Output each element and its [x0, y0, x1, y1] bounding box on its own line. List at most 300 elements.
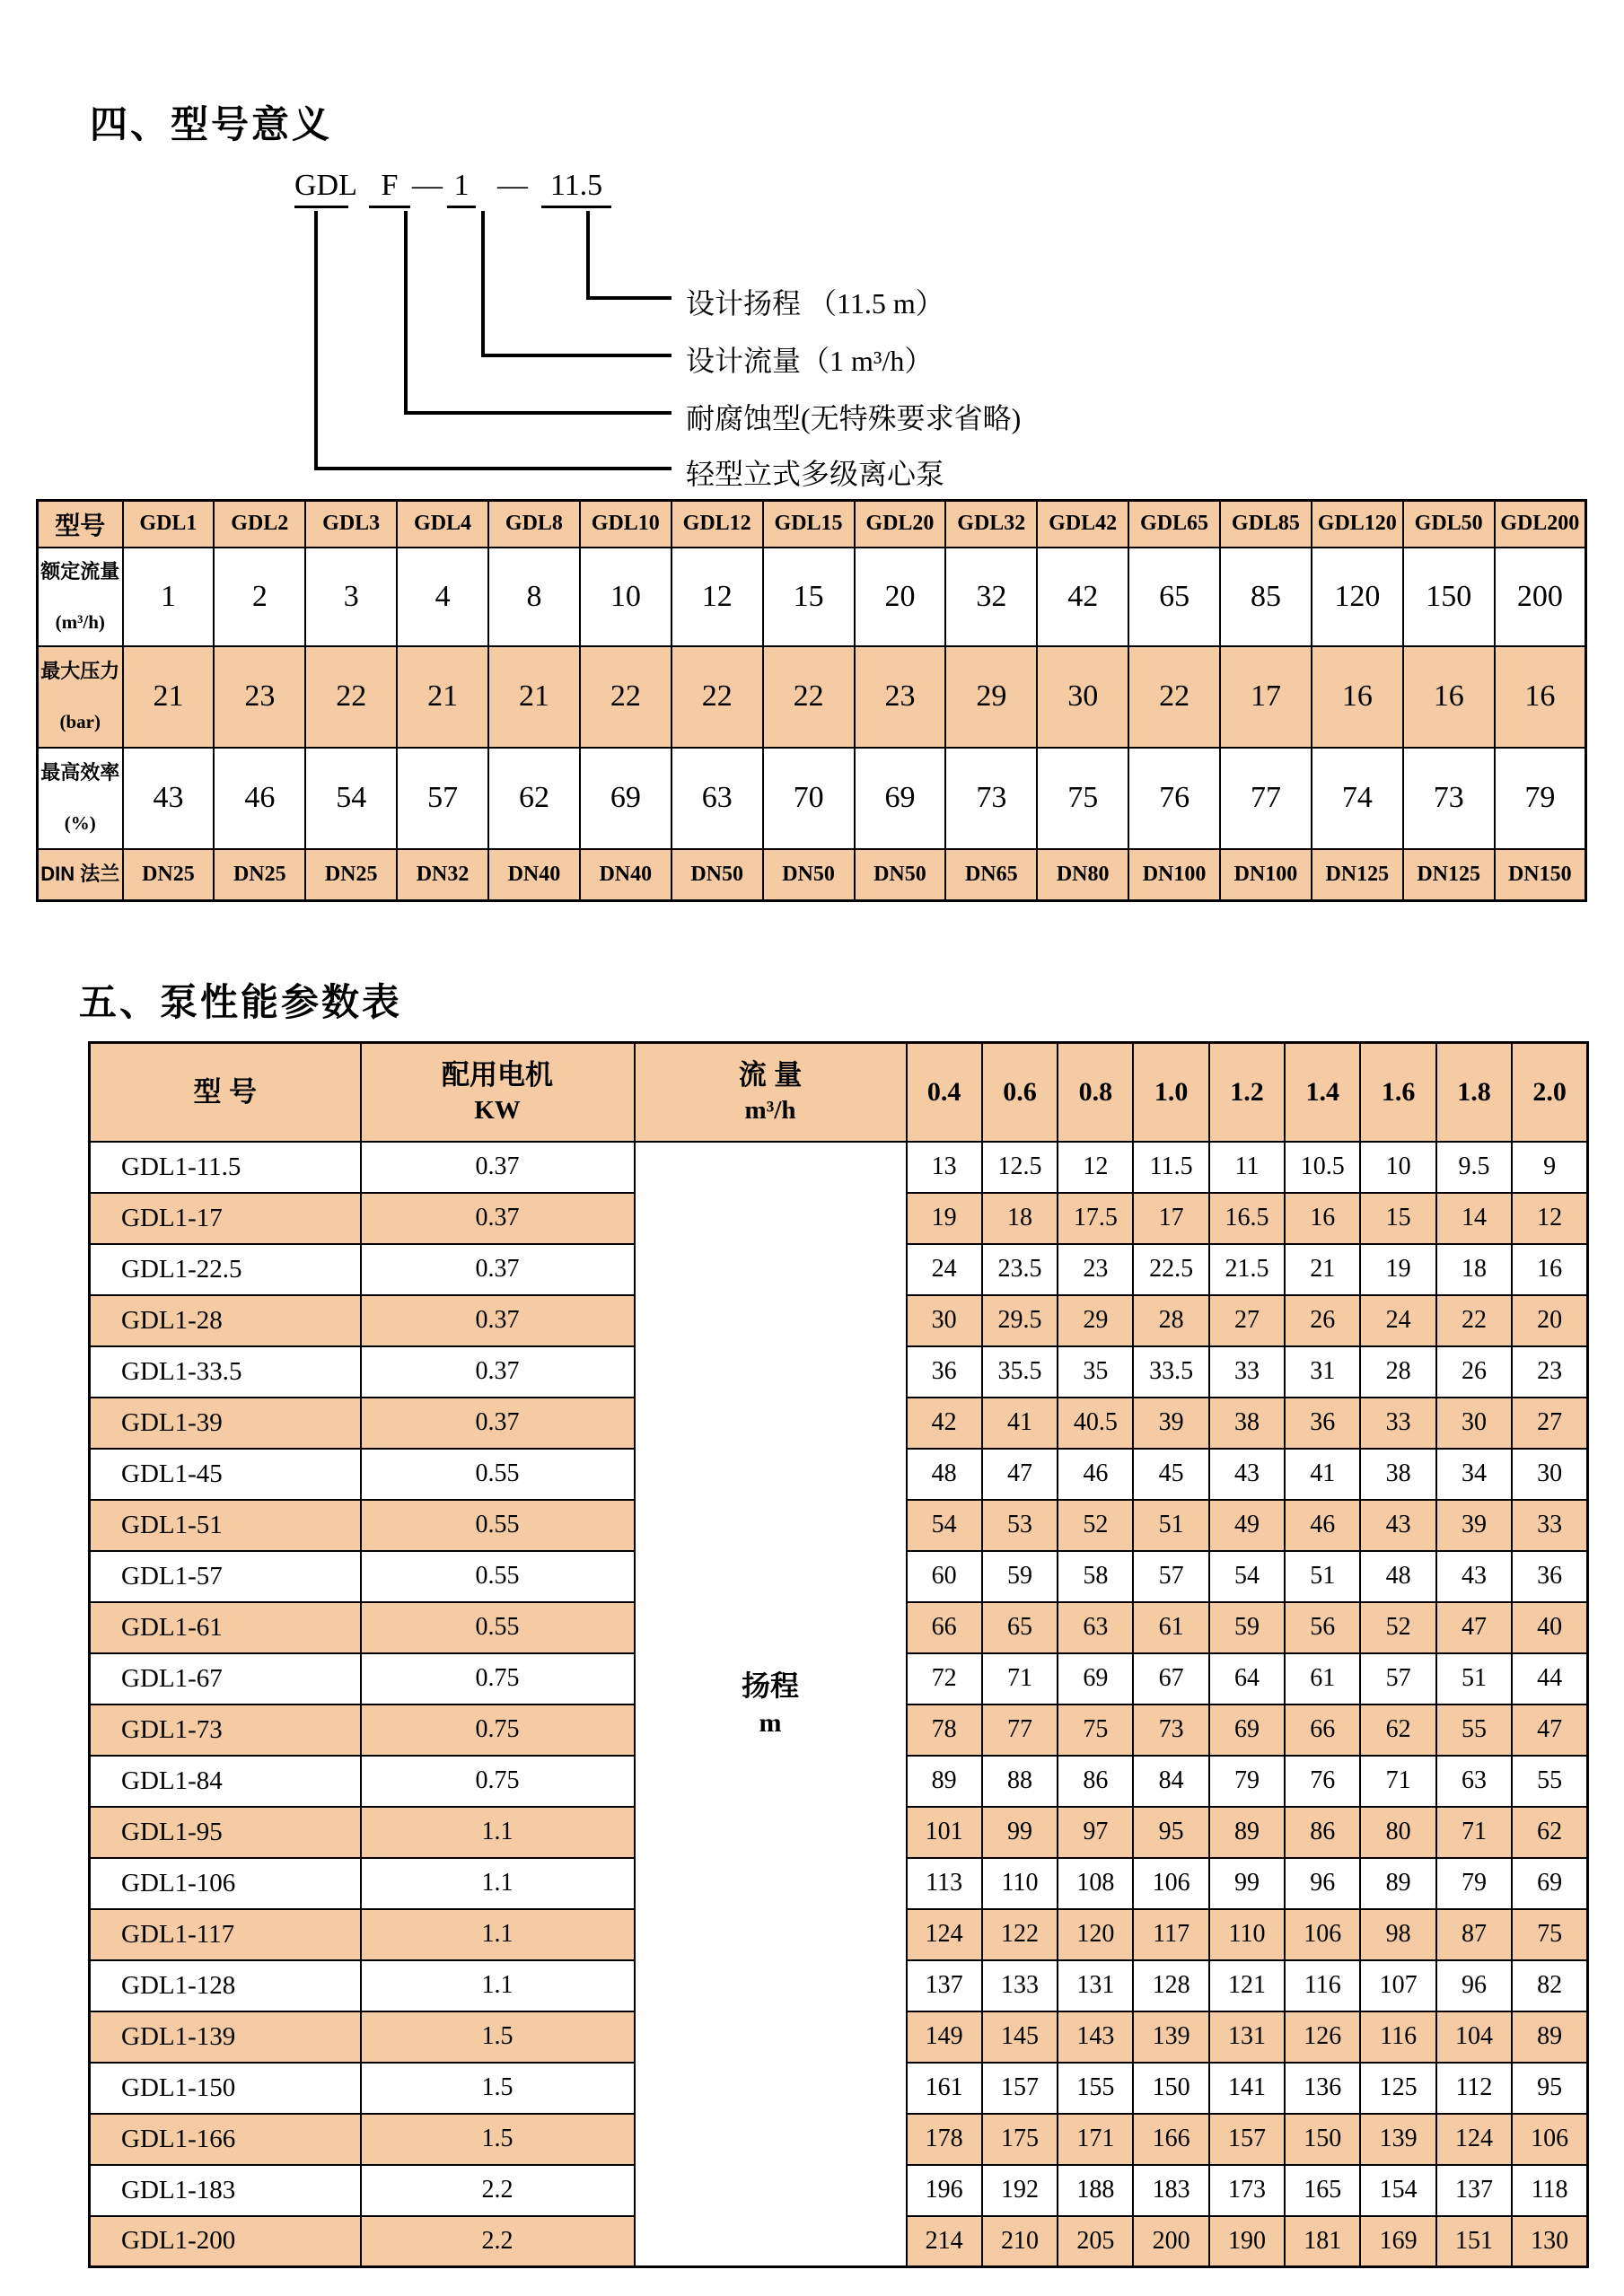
performance-table-row — [90, 1142, 1588, 1193]
perf-cell-value: 190 — [1209, 2216, 1285, 2267]
perf-cell-value: 75 — [1058, 1704, 1133, 1756]
perf-cell-value: 97 — [1058, 1807, 1133, 1858]
perf-cell-value: 113 — [907, 1858, 982, 1909]
spec-table-cell: DN65 — [945, 849, 1037, 901]
perf-cell-value: 28 — [1360, 1346, 1435, 1398]
spec-table-cell: 75 — [1037, 748, 1128, 849]
perf-cell-value: 171 — [1058, 2114, 1133, 2165]
perf-header-flow-value: 0.8 — [1058, 1043, 1133, 1142]
perf-cell-model: GDL1-17 — [90, 1193, 361, 1244]
spec-table-model-header: GDL12 — [672, 501, 763, 548]
perf-cell-value: 46 — [1058, 1449, 1133, 1500]
perf-cell-value: 55 — [1512, 1756, 1587, 1807]
perf-cell-value: 67 — [1133, 1653, 1208, 1704]
perf-cell-value: 33 — [1209, 1346, 1285, 1398]
spec-table-corner-label: 型号 — [38, 501, 123, 548]
spec-table-model-header: GDL15 — [763, 501, 855, 548]
perf-cell-value: 151 — [1436, 2216, 1512, 2267]
perf-cell-value: 38 — [1360, 1449, 1435, 1500]
spec-table-cell: 69 — [855, 748, 946, 849]
perf-cell-value: 11.5 — [1133, 1142, 1208, 1193]
perf-cell-value: 84 — [1133, 1756, 1208, 1807]
perf-cell-value: 51 — [1436, 1653, 1512, 1704]
perf-cell-value: 55 — [1436, 1704, 1512, 1756]
spec-table-cell: 22 — [1128, 646, 1220, 748]
perf-cell-kw: 0.37 — [361, 1193, 635, 1244]
perf-cell-value: 78 — [907, 1704, 982, 1756]
perf-cell-model: GDL1-11.5 — [90, 1142, 361, 1193]
perf-cell-value: 131 — [1209, 2011, 1285, 2063]
perf-cell-value: 20 — [1512, 1295, 1587, 1346]
spec-table-row-rated-flow — [38, 548, 1586, 646]
perf-cell-kw: 0.55 — [361, 1500, 635, 1551]
perf-cell-value: 16.5 — [1209, 1193, 1285, 1244]
perf-cell-kw: 0.55 — [361, 1602, 635, 1653]
perf-cell-value: 35 — [1058, 1346, 1133, 1398]
perf-cell-value: 87 — [1436, 1909, 1512, 1960]
spec-table-cell: 21 — [488, 646, 580, 748]
perf-cell-value: 22.5 — [1133, 1244, 1208, 1295]
perf-cell-model: GDL1-57 — [90, 1551, 361, 1602]
spec-table-model-header: GDL32 — [945, 501, 1037, 548]
perf-cell-value: 19 — [1360, 1244, 1435, 1295]
perf-cell-model: GDL1-117 — [90, 1909, 361, 1960]
perf-cell-kw: 0.75 — [361, 1653, 635, 1704]
perf-cell-value: 96 — [1285, 1858, 1360, 1909]
perf-cell-value: 104 — [1436, 2011, 1512, 2063]
spec-table-cell: 23 — [855, 646, 946, 748]
perf-cell-value: 118 — [1512, 2165, 1587, 2216]
perf-cell-value: 47 — [1512, 1704, 1587, 1756]
perf-cell-value: 69 — [1512, 1858, 1587, 1909]
perf-cell-value: 27 — [1209, 1295, 1285, 1346]
perf-cell-kw: 0.37 — [361, 1142, 635, 1193]
perf-cell-value: 61 — [1285, 1653, 1360, 1704]
perf-cell-value: 45 — [1133, 1449, 1208, 1500]
spec-table-cell: 42 — [1037, 548, 1128, 646]
perf-cell-model: GDL1-45 — [90, 1449, 361, 1500]
perf-cell-value: 139 — [1360, 2114, 1435, 2165]
perf-cell-value: 35.5 — [982, 1346, 1058, 1398]
perf-cell-value: 181 — [1285, 2216, 1360, 2267]
perf-cell-value: 161 — [907, 2063, 982, 2114]
spec-table-cell: 15 — [763, 548, 855, 646]
perf-header-flow-value: 1.0 — [1133, 1043, 1208, 1142]
spec-table-model-header: GDL120 — [1312, 501, 1403, 548]
perf-cell-kw: 2.2 — [361, 2165, 635, 2216]
perf-cell-value: 210 — [982, 2216, 1058, 2267]
perf-cell-value: 10 — [1360, 1142, 1435, 1193]
diagram-label-design-head: 设计扬程 （11.5 m） — [686, 287, 944, 320]
perf-cell-model: GDL1-39 — [90, 1398, 361, 1449]
perf-cell-value: 17.5 — [1058, 1193, 1133, 1244]
perf-cell-kw: 1.5 — [361, 2063, 635, 2114]
perf-cell-value: 16 — [1285, 1193, 1360, 1244]
perf-cell-value: 69 — [1058, 1653, 1133, 1704]
spec-table-cell: 23 — [214, 646, 305, 748]
perf-header-flow-value: 0.4 — [907, 1043, 982, 1142]
perf-cell-value: 117 — [1133, 1909, 1208, 1960]
perf-cell-model: GDL1-67 — [90, 1653, 361, 1704]
perf-cell-value: 31 — [1285, 1346, 1360, 1398]
perf-cell-value: 12.5 — [982, 1142, 1058, 1193]
performance-table-body — [90, 1142, 1588, 2267]
spec-table-row-max-efficiency — [38, 748, 1586, 849]
perf-cell-value: 72 — [907, 1653, 982, 1704]
perf-cell-value: 143 — [1058, 2011, 1133, 2063]
perf-cell-value: 98 — [1360, 1909, 1435, 1960]
perf-cell-value: 44 — [1512, 1653, 1587, 1704]
perf-cell-value: 29.5 — [982, 1295, 1058, 1346]
perf-cell-value: 9.5 — [1436, 1142, 1512, 1193]
spec-table-cell: 73 — [1403, 748, 1495, 849]
perf-cell-value: 95 — [1133, 1807, 1208, 1858]
perf-cell-value: 63 — [1436, 1756, 1512, 1807]
perf-cell-value: 19 — [907, 1193, 982, 1244]
spec-table-cell: DN50 — [672, 849, 763, 901]
perf-cell-value: 116 — [1360, 2011, 1435, 2063]
spec-table-cell: DN125 — [1403, 849, 1495, 901]
perf-cell-value: 112 — [1436, 2063, 1512, 2114]
perf-cell-value: 106 — [1133, 1858, 1208, 1909]
perf-cell-value: 89 — [1209, 1807, 1285, 1858]
perf-cell-model: GDL1-106 — [90, 1858, 361, 1909]
spec-table-cell: DN25 — [214, 849, 305, 901]
perf-cell-value: 125 — [1360, 2063, 1435, 2114]
spec-table-row-label — [38, 849, 123, 901]
perf-header-model: 型 号 — [90, 1043, 361, 1142]
perf-cell-value: 66 — [907, 1602, 982, 1653]
spec-table-row-label — [38, 748, 123, 849]
perf-cell-value: 110 — [982, 1858, 1058, 1909]
perf-cell-value: 38 — [1209, 1398, 1285, 1449]
perf-cell-kw: 0.55 — [361, 1449, 635, 1500]
perf-cell-model: GDL1-150 — [90, 2063, 361, 2114]
perf-cell-value: 10.5 — [1285, 1142, 1360, 1193]
spec-table-model-header: GDL65 — [1128, 501, 1220, 548]
perf-cell-value: 9 — [1512, 1142, 1587, 1193]
perf-cell-value: 22 — [1436, 1295, 1512, 1346]
perf-cell-value: 41 — [982, 1398, 1058, 1449]
perf-cell-kw: 0.55 — [361, 1551, 635, 1602]
perf-cell-value: 106 — [1285, 1909, 1360, 1960]
spec-table-cell: DN25 — [123, 849, 215, 901]
spec-table — [36, 499, 1587, 902]
perf-cell-value: 124 — [907, 1909, 982, 1960]
perf-cell-value: 116 — [1285, 1960, 1360, 2011]
perf-cell-value: 57 — [1360, 1653, 1435, 1704]
perf-header-flow-label: 流 量 — [738, 1058, 803, 1091]
row-label-unit: (m³/h) — [55, 610, 105, 633]
perf-cell-model: GDL1-183 — [90, 2165, 361, 2216]
perf-cell-value: 99 — [982, 1807, 1058, 1858]
performance-table-header-row — [90, 1043, 1588, 1142]
perf-cell-value: 61 — [1133, 1602, 1208, 1653]
perf-cell-kw: 2.2 — [361, 2216, 635, 2267]
perf-cell-value: 63 — [1058, 1602, 1133, 1653]
row-label-text: DIN 法兰 — [40, 863, 120, 886]
perf-header-flow-unit: m³/h — [744, 1095, 796, 1125]
perf-cell-value: 59 — [982, 1551, 1058, 1602]
perf-cell-value: 48 — [907, 1449, 982, 1500]
perf-cell-value: 47 — [982, 1449, 1058, 1500]
perf-cell-value: 71 — [982, 1653, 1058, 1704]
spec-table-header-row — [38, 501, 1586, 548]
spec-table-cell: DN32 — [397, 849, 488, 901]
perf-cell-value: 62 — [1512, 1807, 1587, 1858]
perf-cell-model: GDL1-200 — [90, 2216, 361, 2267]
perf-cell-value: 33 — [1360, 1398, 1435, 1449]
model-token-flow: 1 — [447, 169, 476, 208]
perf-cell-value: 120 — [1058, 1909, 1133, 1960]
perf-merged-head-column — [635, 1142, 907, 2267]
spec-table-cell: 30 — [1037, 646, 1128, 748]
spec-table-model-header: GDL85 — [1220, 501, 1312, 548]
perf-cell-value: 200 — [1133, 2216, 1208, 2267]
perf-cell-value: 141 — [1209, 2063, 1285, 2114]
perf-cell-model: GDL1-73 — [90, 1704, 361, 1756]
spec-table-row-din-flange — [38, 849, 1586, 901]
perf-cell-value: 121 — [1209, 1960, 1285, 2011]
perf-cell-value: 192 — [982, 2165, 1058, 2216]
perf-cell-value: 126 — [1285, 2011, 1360, 2063]
perf-cell-value: 88 — [982, 1756, 1058, 1807]
perf-cell-value: 36 — [907, 1346, 982, 1398]
perf-cell-value: 34 — [1436, 1449, 1512, 1500]
performance-table — [88, 1041, 1589, 2268]
perf-cell-model: GDL1-128 — [90, 1960, 361, 2011]
diagram-label-corrosion-type: 耐腐蚀型(无特殊要求省略) — [686, 402, 1022, 434]
perf-cell-value: 18 — [1436, 1244, 1512, 1295]
perf-cell-value: 24 — [907, 1244, 982, 1295]
spec-table-model-header: GDL4 — [397, 501, 488, 548]
spec-table-cell: DN80 — [1037, 849, 1128, 901]
perf-cell-value: 89 — [1360, 1858, 1435, 1909]
section-5-title: 五、泵性能参数表 — [79, 981, 403, 1023]
spec-table-model-header: GDL200 — [1495, 501, 1586, 548]
perf-cell-value: 166 — [1133, 2114, 1208, 2165]
perf-cell-value: 27 — [1512, 1398, 1587, 1449]
perf-header-flow-value: 1.8 — [1436, 1043, 1512, 1142]
perf-cell-value: 49 — [1209, 1500, 1285, 1551]
row-label-text: 最高效率 — [40, 761, 120, 784]
spec-table-model-header: GDL42 — [1037, 501, 1128, 548]
perf-cell-value: 13 — [907, 1142, 982, 1193]
perf-cell-value: 128 — [1133, 1960, 1208, 2011]
spec-table-cell: 8 — [488, 548, 580, 646]
perf-cell-value: 40 — [1512, 1602, 1587, 1653]
perf-cell-model: GDL1-61 — [90, 1602, 361, 1653]
perf-cell-value: 47 — [1436, 1602, 1512, 1653]
perf-cell-value: 183 — [1133, 2165, 1208, 2216]
perf-cell-value: 108 — [1058, 1858, 1133, 1909]
perf-cell-value: 53 — [982, 1500, 1058, 1551]
perf-cell-value: 169 — [1360, 2216, 1435, 2267]
perf-header-motor-label: 配用电机 — [442, 1058, 553, 1091]
perf-cell-value: 48 — [1360, 1551, 1435, 1602]
perf-cell-value: 58 — [1058, 1551, 1133, 1602]
spec-table-cell: 150 — [1403, 548, 1495, 646]
spec-table-cell: DN40 — [488, 849, 580, 901]
perf-cell-value: 57 — [1133, 1551, 1208, 1602]
perf-cell-value: 86 — [1285, 1807, 1360, 1858]
perf-cell-value: 64 — [1209, 1653, 1285, 1704]
perf-cell-value: 154 — [1360, 2165, 1435, 2216]
spec-table-cell: 16 — [1312, 646, 1403, 748]
perf-cell-value: 71 — [1436, 1807, 1512, 1858]
perf-cell-kw: 0.75 — [361, 1704, 635, 1756]
perf-cell-value: 89 — [1512, 2011, 1587, 2063]
perf-cell-value: 124 — [1436, 2114, 1512, 2165]
perf-cell-value: 137 — [907, 1960, 982, 2011]
perf-cell-value: 136 — [1285, 2063, 1360, 2114]
perf-cell-model: GDL1-22.5 — [90, 1244, 361, 1295]
perf-cell-kw: 1.1 — [361, 1909, 635, 1960]
spec-table-model-header: GDL20 — [855, 501, 946, 548]
perf-cell-value: 51 — [1133, 1500, 1208, 1551]
perf-cell-value: 157 — [982, 2063, 1058, 2114]
perf-header-flow-value: 1.4 — [1285, 1043, 1360, 1142]
perf-cell-value: 77 — [982, 1704, 1058, 1756]
spec-table-model-header: GDL2 — [214, 501, 305, 548]
spec-table-cell: 4 — [397, 548, 488, 646]
perf-cell-value: 175 — [982, 2114, 1058, 2165]
spec-table-cell: 1 — [123, 548, 215, 646]
spec-table-cell: 17 — [1220, 646, 1312, 748]
perf-cell-value: 28 — [1133, 1295, 1208, 1346]
perf-cell-value: 21 — [1285, 1244, 1360, 1295]
perf-cell-value: 14 — [1436, 1193, 1512, 1244]
spec-table-row-max-pressure — [38, 646, 1586, 748]
perf-cell-value: 30 — [907, 1295, 982, 1346]
spec-table-model-header: GDL8 — [488, 501, 580, 548]
perf-cell-value: 73 — [1133, 1704, 1208, 1756]
perf-cell-value: 21.5 — [1209, 1244, 1285, 1295]
perf-cell-value: 43 — [1209, 1449, 1285, 1500]
perf-cell-kw: 0.37 — [361, 1244, 635, 1295]
perf-cell-value: 101 — [907, 1807, 982, 1858]
spec-table-cell: 10 — [580, 548, 672, 646]
spec-table-model-header: GDL10 — [580, 501, 672, 548]
perf-cell-value: 82 — [1512, 1960, 1587, 2011]
perf-cell-value: 122 — [982, 1909, 1058, 1960]
perf-cell-value: 23 — [1512, 1346, 1587, 1398]
perf-cell-value: 107 — [1360, 1960, 1435, 2011]
perf-cell-value: 150 — [1285, 2114, 1360, 2165]
spec-table-model-header: GDL3 — [305, 501, 397, 548]
perf-cell-value: 150 — [1133, 2063, 1208, 2114]
perf-cell-value: 12 — [1512, 1193, 1587, 1244]
perf-cell-value: 56 — [1285, 1602, 1360, 1653]
spec-table-cell: 2 — [214, 548, 305, 646]
spec-table-model-header: GDL50 — [1403, 501, 1495, 548]
perf-cell-kw: 1.1 — [361, 1807, 635, 1858]
perf-cell-kw: 0.37 — [361, 1295, 635, 1346]
perf-cell-value: 18 — [982, 1193, 1058, 1244]
perf-cell-value: 43 — [1436, 1551, 1512, 1602]
perf-header-flow-value: 0.6 — [982, 1043, 1058, 1142]
spec-table-cell: 22 — [672, 646, 763, 748]
perf-cell-value: 214 — [907, 2216, 982, 2267]
perf-cell-value: 24 — [1360, 1295, 1435, 1346]
spec-table-cell: 21 — [123, 646, 215, 748]
spec-table-cell: 43 — [123, 748, 215, 849]
perf-cell-value: 139 — [1133, 2011, 1208, 2063]
perf-cell-value: 36 — [1512, 1551, 1587, 1602]
perf-cell-value: 205 — [1058, 2216, 1133, 2267]
perf-cell-value: 60 — [907, 1551, 982, 1602]
spec-table-cell: 46 — [214, 748, 305, 849]
perf-cell-value: 75 — [1512, 1909, 1587, 1960]
perf-header-motor — [361, 1043, 635, 1142]
perf-cell-value: 157 — [1209, 2114, 1285, 2165]
spec-table-cell: 57 — [397, 748, 488, 849]
perf-header-flow-value: 2.0 — [1512, 1043, 1587, 1142]
spec-table-cell: 12 — [672, 548, 763, 646]
diagram-label-design-flow: 设计流量（1 m³/h） — [686, 345, 934, 377]
model-token-head: 11.5 — [541, 169, 611, 208]
perf-cell-value: 62 — [1360, 1704, 1435, 1756]
perf-cell-kw: 1.5 — [361, 2114, 635, 2165]
perf-cell-model: GDL1-166 — [90, 2114, 361, 2165]
perf-cell-kw: 0.37 — [361, 1346, 635, 1398]
spec-table-cell: 20 — [855, 548, 946, 646]
spec-table-cell: 22 — [580, 646, 672, 748]
perf-cell-value: 42 — [907, 1398, 982, 1449]
spec-table-cell: DN125 — [1312, 849, 1403, 901]
spec-table-model-header: GDL1 — [123, 501, 215, 548]
perf-cell-value: 95 — [1512, 2063, 1587, 2114]
perf-cell-model: GDL1-139 — [90, 2011, 361, 2063]
spec-table-cell: 76 — [1128, 748, 1220, 849]
model-token-dash: — — [412, 169, 443, 202]
spec-table-cell: 200 — [1495, 548, 1586, 646]
perf-cell-value: 54 — [907, 1500, 982, 1551]
perf-cell-value: 11 — [1209, 1142, 1285, 1193]
spec-table-cell: 120 — [1312, 548, 1403, 646]
spec-table-cell: 22 — [305, 646, 397, 748]
spec-table-cell: 16 — [1403, 646, 1495, 748]
perf-cell-value: 15 — [1360, 1193, 1435, 1244]
spec-table-cell: DN50 — [855, 849, 946, 901]
model-token-dash: — — [497, 169, 528, 202]
spec-table-cell: 79 — [1495, 748, 1586, 849]
diagram-label-pump-type: 轻型立式多级离心泵 — [686, 458, 945, 490]
perf-cell-value: 71 — [1360, 1756, 1435, 1807]
perf-cell-value: 173 — [1209, 2165, 1285, 2216]
spec-table-cell: DN50 — [763, 849, 855, 901]
perf-cell-value: 80 — [1360, 1807, 1435, 1858]
perf-header-flow-value: 1.2 — [1209, 1043, 1285, 1142]
perf-cell-model: GDL1-95 — [90, 1807, 361, 1858]
perf-cell-value: 46 — [1285, 1500, 1360, 1551]
perf-cell-value: 39 — [1436, 1500, 1512, 1551]
perf-cell-value: 23.5 — [982, 1244, 1058, 1295]
perf-cell-value: 26 — [1436, 1346, 1512, 1398]
perf-cell-value: 69 — [1209, 1704, 1285, 1756]
spec-table-cell: 21 — [397, 646, 488, 748]
perf-cell-value: 30 — [1512, 1449, 1587, 1500]
spec-table-cell: 65 — [1128, 548, 1220, 646]
perf-cell-value: 188 — [1058, 2165, 1133, 2216]
perf-cell-value: 41 — [1285, 1449, 1360, 1500]
spec-table-cell: 16 — [1495, 646, 1586, 748]
spec-table-cell: 85 — [1220, 548, 1312, 646]
perf-cell-value: 23 — [1058, 1244, 1133, 1295]
spec-table-cell: 77 — [1220, 748, 1312, 849]
spec-table-cell: 63 — [672, 748, 763, 849]
perf-cell-value: 145 — [982, 2011, 1058, 2063]
